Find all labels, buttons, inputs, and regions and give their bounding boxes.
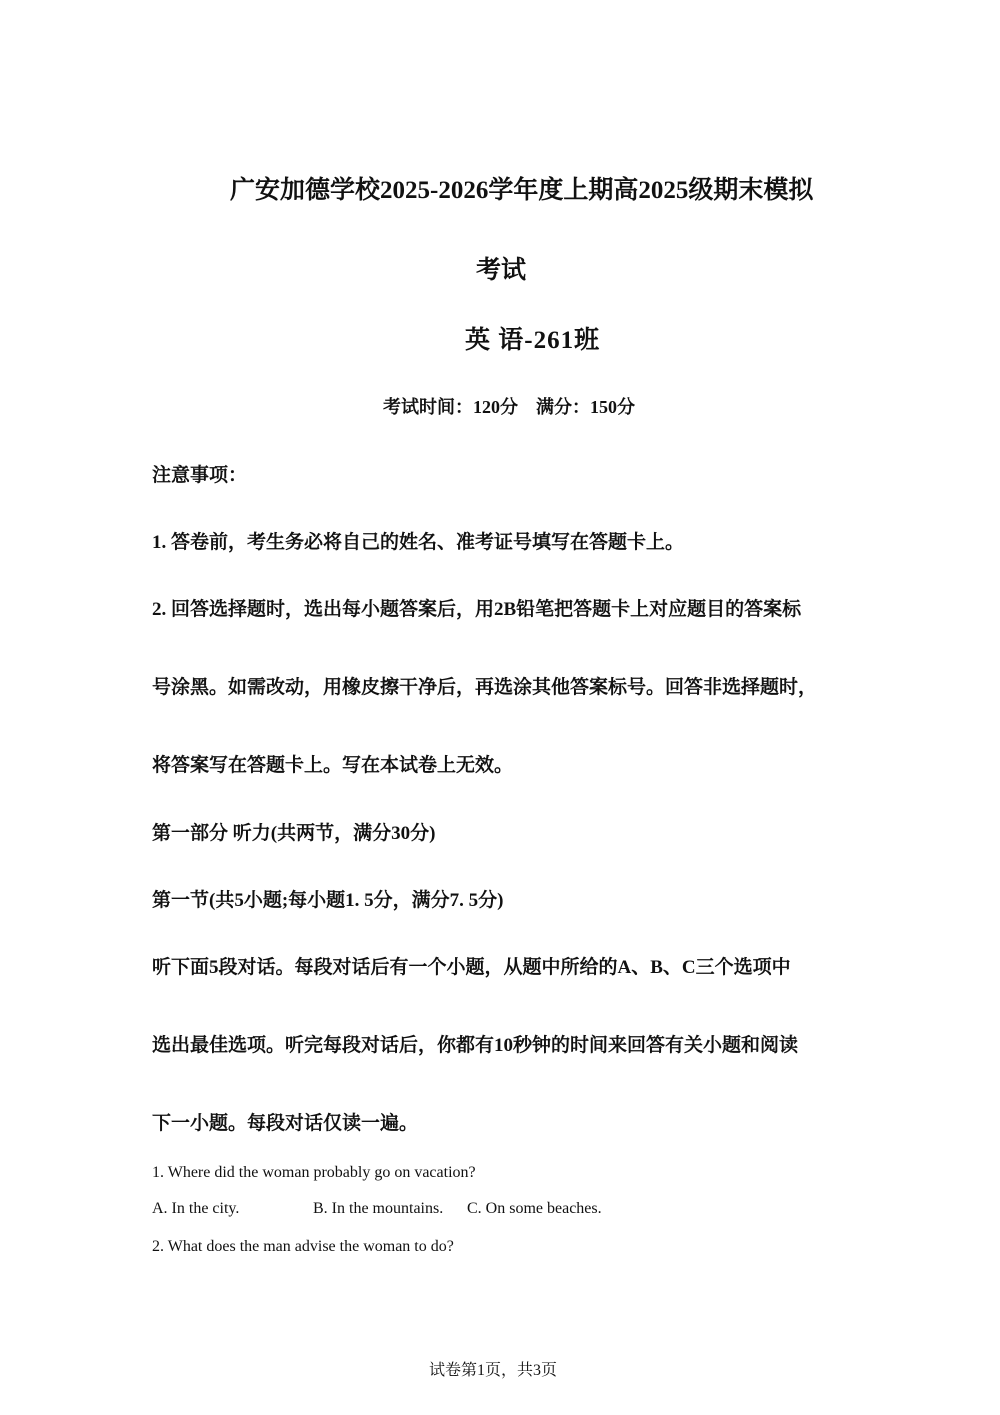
notice-item-2-line-3: 将答案写在答题卡上。写在本试卷上无效。: [152, 755, 514, 776]
exam-title-line-2: 考试: [476, 257, 527, 284]
exam-info: 考试时间：120分 满分：150分: [383, 397, 635, 417]
notice-item-2-line-2: 号涂黑。如需改动，用橡皮擦干净后，再选涂其他答案标号。回答非选择题时，: [152, 677, 818, 698]
instructions-line-3: 下一小题。每段对话仅读一遍。: [152, 1113, 419, 1134]
question-1-option-b: B. In the mountains.: [313, 1200, 444, 1217]
page-footer: 试卷第1页，共3页: [429, 1362, 558, 1379]
question-1-stem: 1. Where did the woman probably go on vacation?: [152, 1164, 476, 1181]
section-1-heading: 第一节(共5小题;每小题1. 5分，满分7. 5分): [152, 890, 504, 911]
question-1-option-a: A. In the city.: [152, 1200, 240, 1217]
notice-item-2-line-1: 2. 回答选择题时，选出每小题答案后，用2B铅笔把答题卡上对应题目的答案标: [152, 599, 802, 620]
subject-title: 英 语-261班: [465, 327, 601, 354]
instructions-line-1: 听下面5段对话。每段对话后有一个小题，从题中所给的A、B、C三个选项中: [152, 957, 791, 978]
question-2-stem: 2. What does the man advise the woman to do?: [152, 1238, 454, 1255]
exam-title-line-1: 广安加德学校2025-2026学年度上期高2025级期末模拟: [230, 177, 814, 204]
question-1-option-c: C. On some beaches.: [467, 1200, 602, 1217]
part-1-heading: 第一部分 听力(共两节，满分30分): [152, 823, 436, 844]
notice-heading: 注意事项：: [152, 465, 248, 486]
instructions-line-2: 选出最佳选项。听完每段对话后，你都有10秒钟的时间来回答有关小题和阅读: [152, 1035, 799, 1056]
notice-item-1: 1. 答卷前，考生务必将自己的姓名、准考证号填写在答题卡上。: [152, 532, 685, 553]
